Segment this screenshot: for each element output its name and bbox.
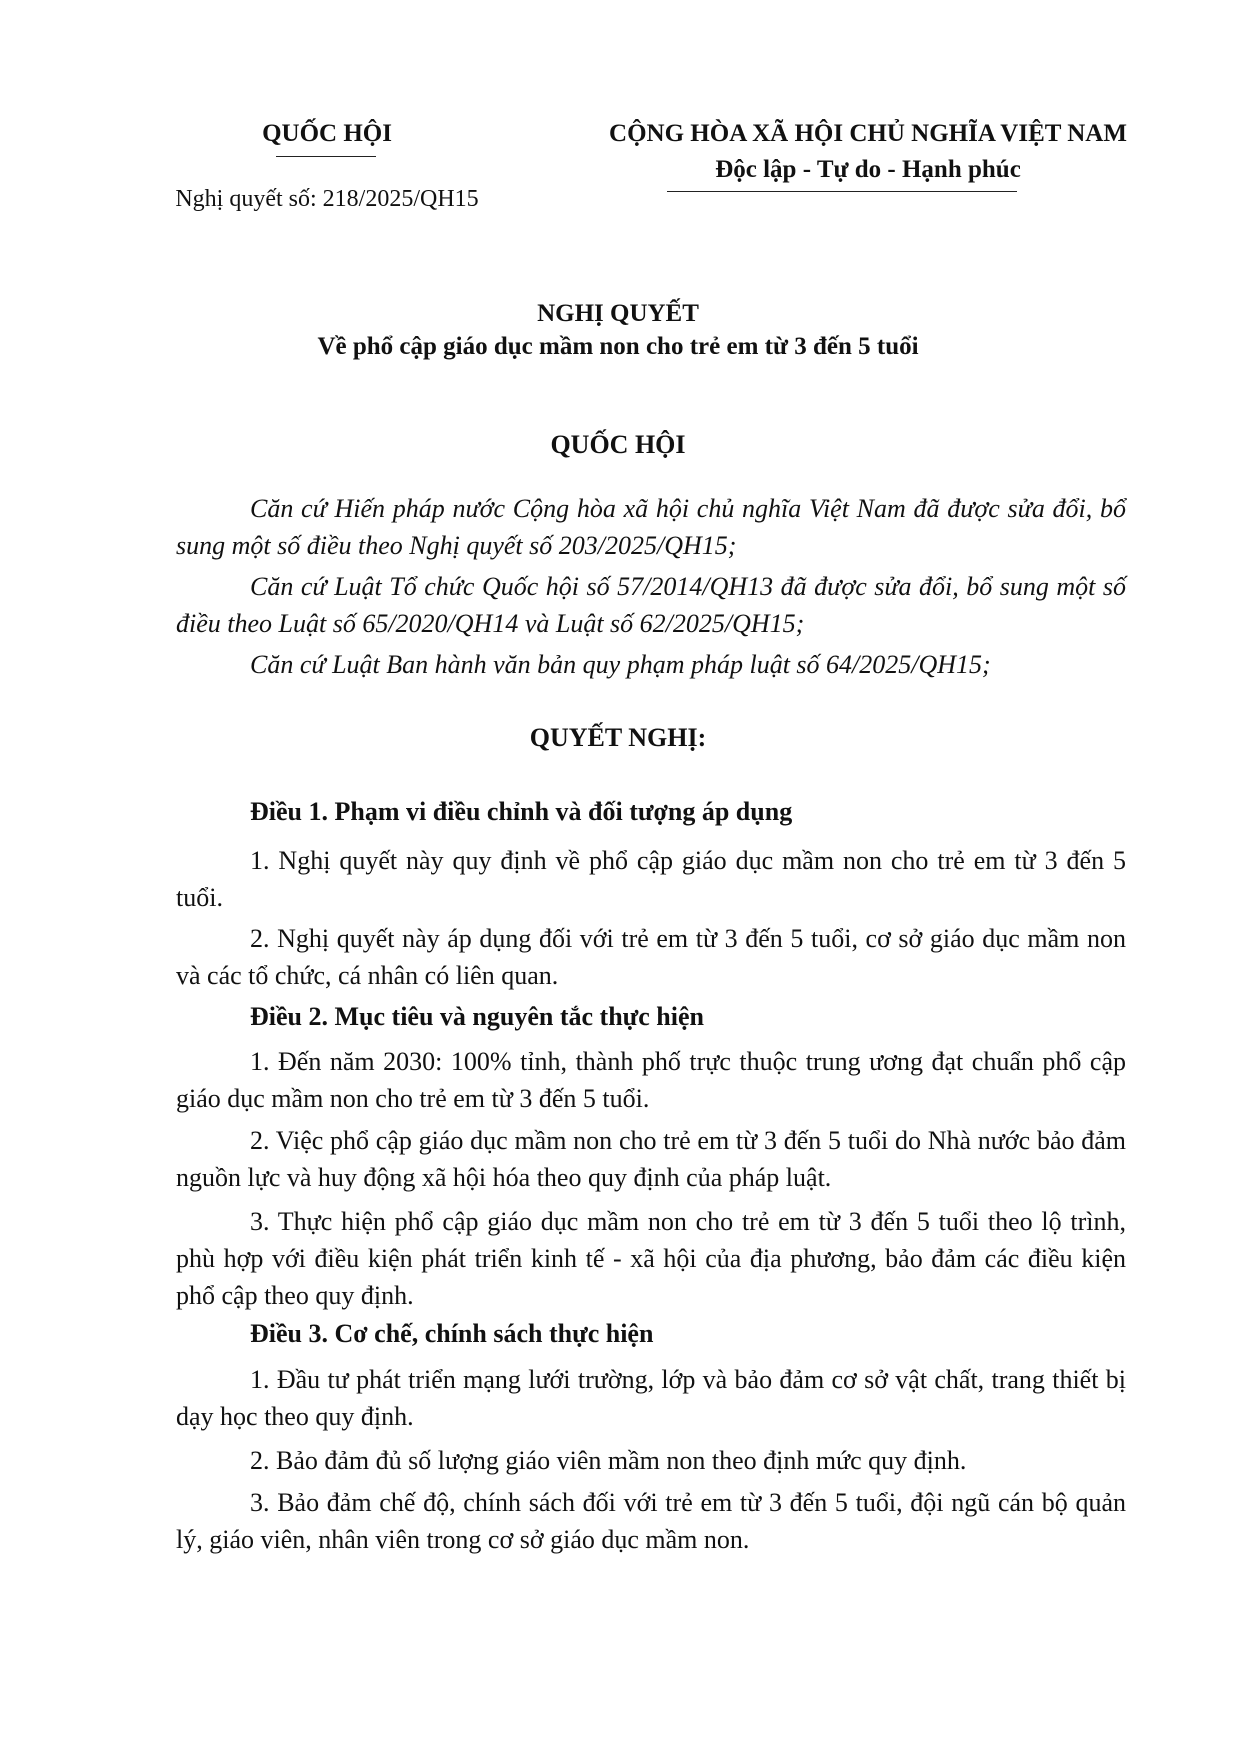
motto-underline — [667, 191, 1017, 192]
article-heading: Điều 1. Phạm vi điều chỉnh và đối tượng áp dụng — [250, 797, 793, 826]
legal-basis: Căn cứ Luật Ban hành văn bản quy phạm pháp luật số 64/2025/QH15; — [250, 650, 991, 679]
document-type: NGHỊ QUYẾT — [537, 300, 699, 327]
legal-basis: Căn cứ Luật Tổ chức Quốc hội số 57/2014/QH13 đã được sửa đổi, bổ sung một số điều theo Luật số 65/2020/QH14 và Luật số 62/2025/QH15; — [176, 572, 1126, 638]
article-clause: 1. Nghị quyết này quy định về phổ cập giáo dục mầm non cho trẻ em từ 3 đến 5 tuổi. — [176, 846, 1126, 912]
article-heading: Điều 3. Cơ chế, chính sách thực hiện — [250, 1319, 654, 1348]
issuer-name: QUỐC HỘI — [262, 120, 392, 147]
national-motto: Độc lập - Tự do - Hạnh phúc — [715, 156, 1021, 183]
decided-heading: QUYẾT NGHỊ: — [529, 723, 707, 752]
article-clause: 3. Thực hiện phổ cập giáo dục mầm non cho trẻ em từ 3 đến 5 tuổi theo lộ trình, phù hợp với điều kiện phát triển kinh tế - xã hội của địa phương, bảo đảm các điều kiện phổ cập theo quy định. — [176, 1207, 1126, 1310]
article-heading: Điều 2. Mục tiêu và nguyên tắc thực hiện — [250, 1002, 704, 1031]
legal-basis: Căn cứ Hiến pháp nước Cộng hòa xã hội chủ nghĩa Việt Nam đã được sửa đổi, bổ sung một số điều theo Nghị quyết số 203/2025/QH15; — [176, 494, 1126, 560]
article-clause: 1. Đến năm 2030: 100% tỉnh, thành phố trực thuộc trung ương đạt chuẩn phổ cập giáo dục mầm non cho trẻ em từ 3 đến 5 tuổi. — [176, 1047, 1126, 1113]
article-clause: 2. Nghị quyết này áp dụng đối với trẻ em từ 3 đến 5 tuổi, cơ sở giáo dục mầm non và các tổ chức, cá nhân có liên quan. — [176, 924, 1126, 990]
resolution-number: Nghị quyết số: 218/2025/QH15 — [175, 186, 479, 212]
article-clause: 3. Bảo đảm chế độ, chính sách đối với trẻ em từ 3 đến 5 tuổi, đội ngũ cán bộ quản lý, giáo viên, nhân viên trong cơ sở giáo dục mầm non. — [176, 1488, 1126, 1554]
issuing-body: QUỐC HỘI — [550, 430, 686, 459]
issuer-underline — [276, 156, 376, 157]
country-name: CỘNG HÒA XÃ HỘI CHỦ NGHĨA VIỆT NAM — [609, 120, 1127, 147]
article-clause: 2. Việc phổ cập giáo dục mầm non cho trẻ em từ 3 đến 5 tuổi do Nhà nước bảo đảm nguồn lực và huy động xã hội hóa theo quy định của pháp luật. — [176, 1126, 1126, 1192]
document-subject: Về phổ cập giáo dục mầm non cho trẻ em từ 3 đến 5 tuổi — [317, 333, 919, 360]
article-clause: 1. Đầu tư phát triển mạng lưới trường, lớp và bảo đảm cơ sở vật chất, trang thiết bị dạy học theo quy định. — [176, 1365, 1126, 1431]
article-clause: 2. Bảo đảm đủ số lượng giáo viên mầm non theo định mức quy định. — [250, 1446, 967, 1475]
